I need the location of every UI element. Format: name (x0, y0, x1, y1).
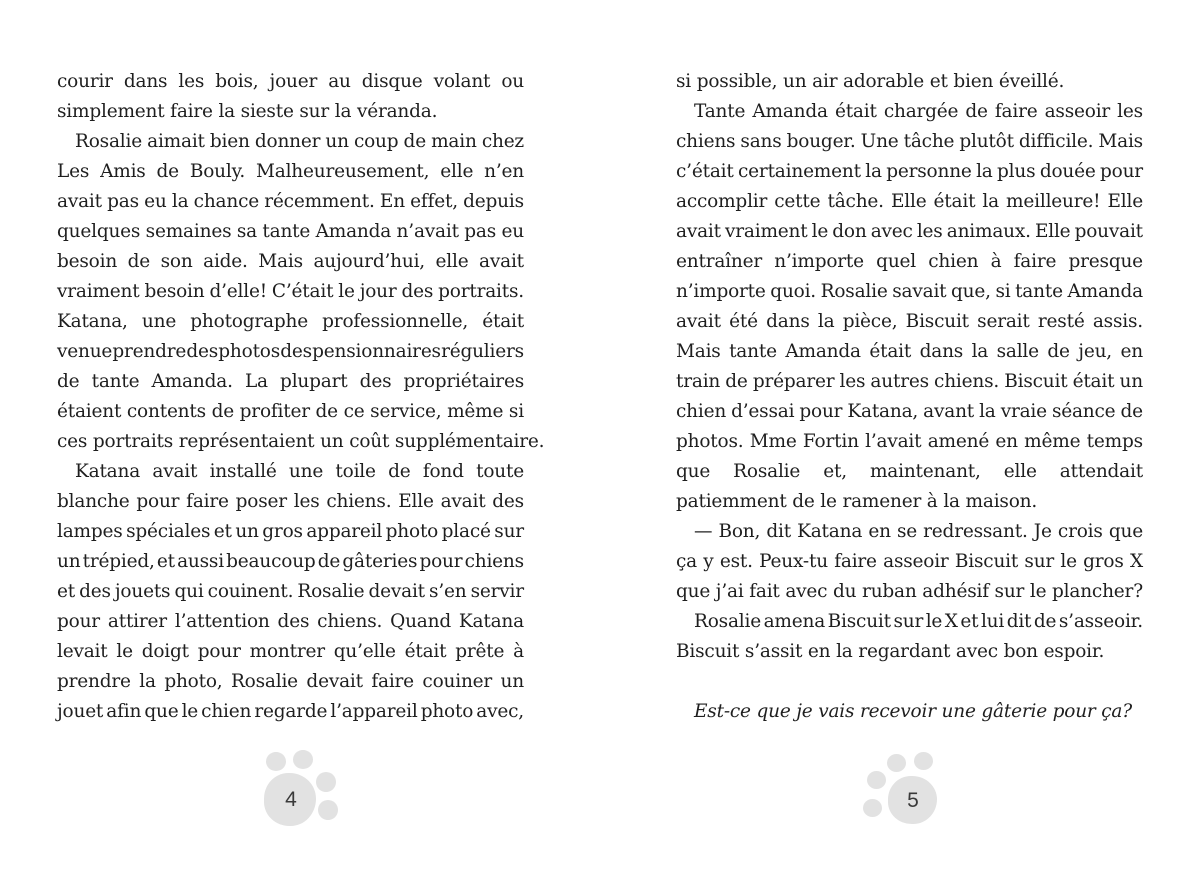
paw-toe-icon (318, 800, 338, 820)
text-line: Les Amis de Bouly. Malheureusement, elle n’en (57, 161, 524, 182)
text-line: entraîner n’importe quel chien à faire presque (676, 251, 1143, 272)
text-line: que Rosalie et, maintenant, elle attendait (676, 461, 1143, 482)
thought-paragraph (676, 697, 1143, 727)
paw-print-page-marker (862, 748, 944, 830)
text-line: et des jouets qui couinent. Rosalie devait s’en servir (57, 581, 524, 602)
paw-toe-icon (863, 799, 882, 817)
paragraph (676, 67, 1143, 97)
text-line: Katana avait installé une toile de fond toute (75, 461, 524, 482)
text-line: courir dans les bois, jouer au disque volant ou (57, 71, 524, 92)
text-line: Mais tante Amanda était dans la salle de jeu, en (676, 341, 1143, 362)
text-line: Biscuit s’assit en la regardant avec bon espoir. (676, 641, 1105, 662)
paragraph (57, 67, 524, 127)
paw-toe-icon (266, 752, 286, 771)
text-line: Rosalie aimait bien donner un coup de main chez (75, 131, 524, 152)
text-line: Katana, une photographe professionnelle, était (57, 311, 524, 332)
text-line: ça y est. Peux-tu faire asseoir Biscuit sur le gros X (676, 551, 1143, 572)
page-number: 5 (907, 789, 919, 812)
paw-toe-icon (887, 754, 906, 772)
paw-print-page-marker (263, 748, 345, 830)
paw-toe-icon (316, 772, 336, 792)
text-line: avait vraiment le don avec les animaux. Elle pouvait (676, 221, 1143, 242)
text-line: simplement faire la sieste sur la véranda. (57, 101, 438, 122)
paw-toe-icon (867, 771, 886, 789)
text-line: venue prendre des photos des pensionnaires réguliers (57, 341, 524, 362)
text-line: jouet afin que le chien regarde l’appareil photo avec, (57, 701, 524, 722)
paw-toe-icon (293, 750, 313, 769)
text-line: — Bon, dit Katana en se redressant. Je crois que (694, 521, 1143, 542)
text-line: ces portraits représentaient un coût supplémentaire. (57, 431, 545, 452)
text-line: photos. Mme Fortin l’avait amené en même temps (676, 431, 1143, 452)
paragraph (676, 97, 1143, 517)
text-line: levait le doigt pour montrer qu’elle était prête à (57, 641, 524, 662)
text-line: Rosalie amena Biscuit sur le X et lui dit de s’asseoir. (694, 611, 1143, 632)
text-line: chiens sans bouger. Une tâche plutôt difficile. Mais (676, 131, 1143, 152)
text-line: train de préparer les autres chiens. Biscuit était un (676, 371, 1143, 392)
text-line: un trépied, et aussi beaucoup de gâteries pour chiens (57, 551, 524, 572)
text-line: quelques semaines sa tante Amanda n’avait pas eu (57, 221, 524, 242)
text-line: besoin de son aide. Mais aujourd’hui, elle avait (57, 251, 524, 272)
paragraph (57, 457, 524, 727)
paragraph (676, 607, 1143, 667)
text-line: c’était certainement la personne la plus douée pour (676, 161, 1143, 182)
paw-toe-icon (914, 752, 933, 770)
text-line: vraiment besoin d’elle! C’était le jour des portraits. (57, 281, 524, 302)
text-line: lampes spéciales et un gros appareil photo placé sur (57, 521, 524, 542)
text-line: que j’ai fait avec du ruban adhésif sur le plancher? (676, 581, 1143, 602)
text-line: blanche pour faire poser les chiens. Elle avait des (57, 491, 524, 512)
text-line: si possible, un air adorable et bien éveillé. (676, 71, 1065, 92)
paragraph (676, 517, 1143, 607)
page-right-text-column (676, 67, 1143, 727)
text-line: patiemment de le ramener à la maison. (676, 491, 1038, 512)
text-line: Tante Amanda était chargée de faire asseoir les (694, 101, 1143, 122)
paragraph (57, 127, 545, 457)
text-line: chien d’essai pour Katana, avant la vraie séance de (676, 401, 1143, 422)
text-line: n’importe quoi. Rosalie savait que, si tante Amanda (676, 281, 1143, 302)
text-line: avait été dans la pièce, Biscuit serait resté assis. (676, 311, 1143, 332)
text-line: étaient contents de profiter de ce service, même si (57, 401, 524, 422)
text-line: Est-ce que je vais recevoir une gâterie pour ça? (694, 701, 1132, 722)
text-line: de tante Amanda. La plupart des propriétaires (57, 371, 524, 392)
text-line: accomplir cette tâche. Elle était la meilleure! Elle (676, 191, 1143, 212)
text-line: prendre la photo, Rosalie devait faire couiner un (57, 671, 524, 692)
page-left-text-column (57, 67, 545, 727)
page-number: 4 (285, 788, 297, 811)
text-line: pour attirer l’attention des chiens. Quand Katana (57, 611, 524, 632)
text-line: avait pas eu la chance récemment. En effet, depuis (57, 191, 524, 212)
